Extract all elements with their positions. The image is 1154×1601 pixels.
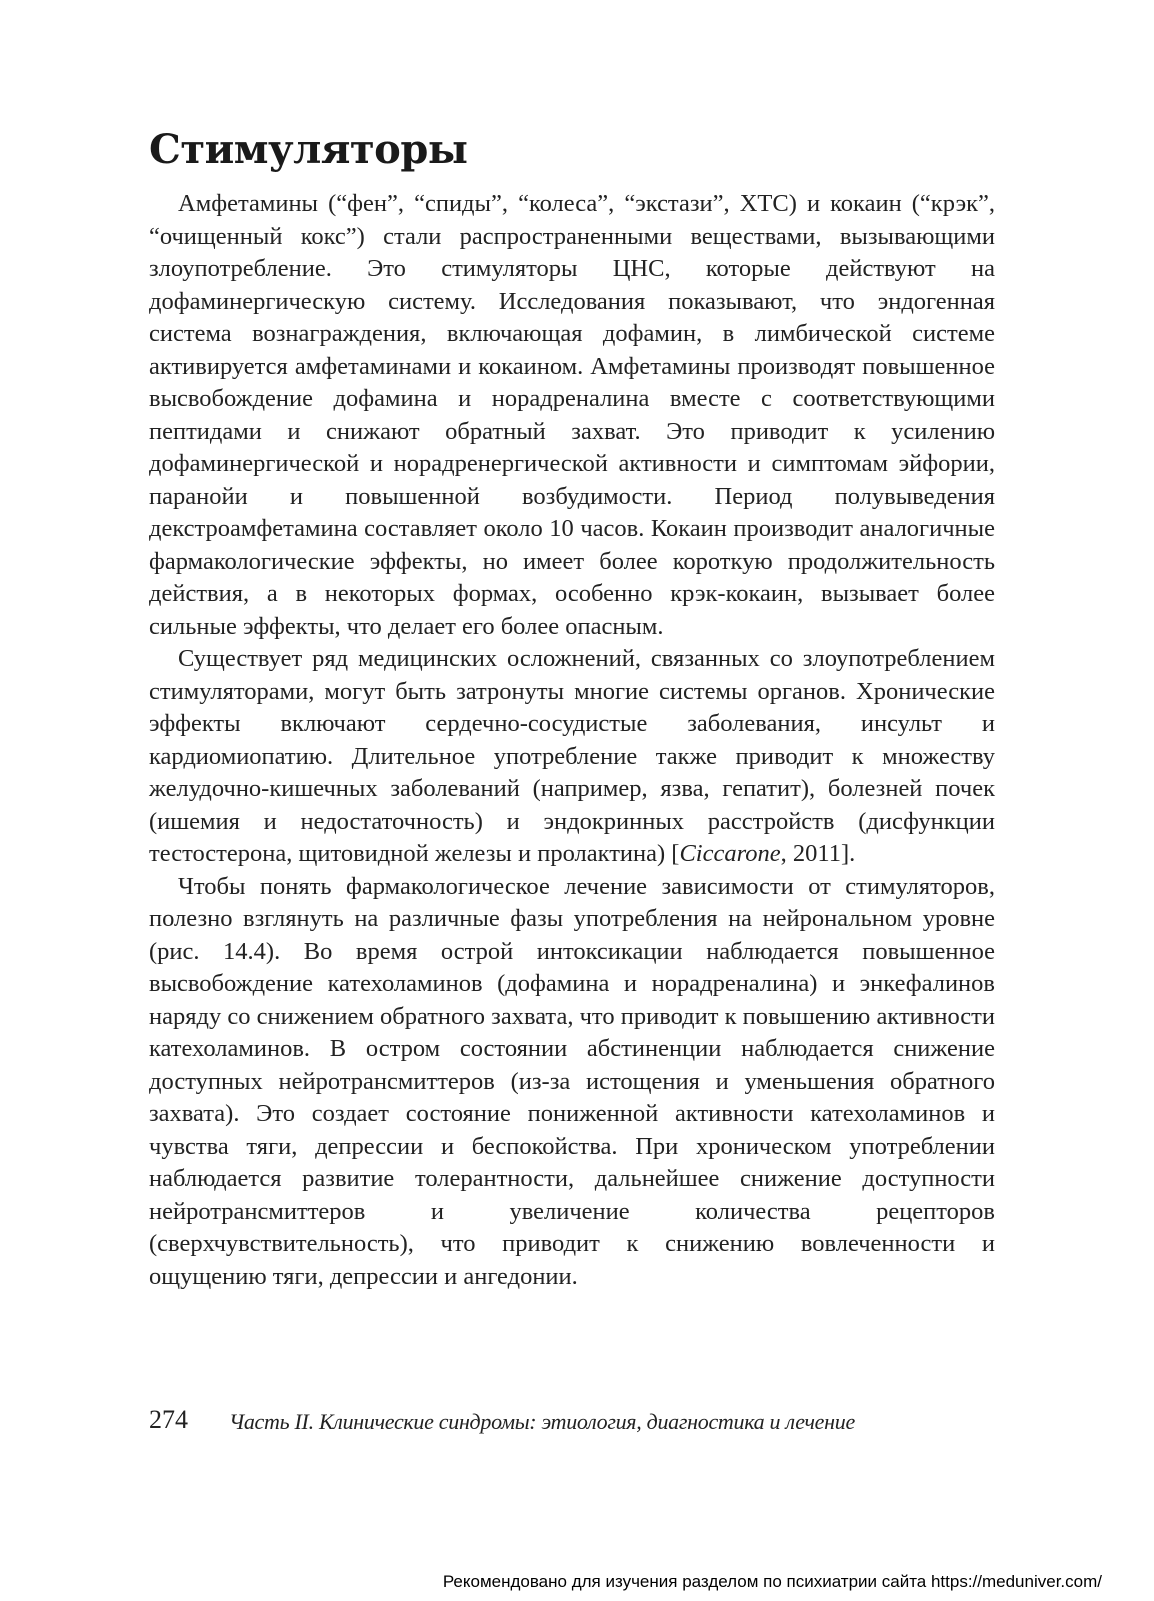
citation-year: , 2011]. [780,840,856,867]
body-text [149,188,995,1293]
section-title: Стимуляторы [149,126,468,173]
paragraph-text: Амфетамины (“фен”, “спиды”, “колеса”, “экстази”, ХТС) и кокаин (“крэк”, “очищенный кокс”) стали распространенными веществами, вызывающими злоупотребление. Это стимуляторы ЦНС, которые действуют на дофаминергическую систему. Исследования показывают, что эндогенная система вознаграждения, включающая дофамин, в лимбической системе активируется амфетаминами и кокаином. Амфетамины производят повышенное высвобождение дофамина и норадреналина вместе с соответствующими пептидами и снижают обратный захват. Это приводит к усилению дофаминергической и норадренергической активности и симптомам эйфории, паранойи и повышенной возбудимости. Период полувыведения декстроамфетамина составляет около 10 часов. Кокаин производит аналогичные фармакологические эффекты, но имеет более короткую продолжительность действия, а в некоторых формах, особенно крэк-кокаин, вызывает более сильные эффекты, что делает его более опасным. [149,190,995,640]
page-number: 274 [149,1405,188,1434]
paragraph-text: Существует ряд медицинских осложнений, связанных со злоупотреблением стимуляторами, могут быть затронуты многие системы органов. Хронические эффекты включают сердечно-сосудистые заболевания, инсульт и кардиомиопатию. Длительное употребление также приводит к множеству желудочно-кишечных заболеваний (например, язва, гепатит), болезней почек (ишемия и недостаточность) и эндокринных расстройств (дисфункции тестостерона, щитовидной железы и пролактина) [ [149,645,995,867]
paragraph-medical-complications [149,643,995,871]
paragraph-pharmacological-treatment [149,871,995,1294]
watermark-link-text: Рекомендовано для изучения разделом по психиатрии сайта https://meduniver.com/ [442,1572,1102,1591]
paragraph-text: Чтобы понять фармакологическое лечение зависимости от стимуляторов, полезно взглянуть на различные фазы употребления на нейрональном уровне (рис. 14.4). Во время острой интоксикации наблюдается повышенное высвобождение катехоламинов (дофамина и норадреналина) и энкефалинов наряду со снижением обратного захвата, что приводит к повышению активности катехоламинов. В остром состоянии абстиненции наблюдается снижение доступных нейротрансмиттеров (из-за истощения и уменьшения обратного захвата). Это создает состояние пониженной активности катехоламинов и чувства тяги, депрессии и беспокойства. При хроническом употреблении наблюдается развитие толерантности, дальнейшее снижение доступности нейротрансмиттеров и увеличение количества рецепторов (сверхчувствительность), что приводит к снижению вовлеченности и ощущению тяги, депрессии и ангедонии. [149,872,995,1290]
running-head: Часть II. Клинические синдромы: этиология, диагностика и лечение [229,1409,855,1434]
paragraph-amphetamines-cocaine [149,188,995,643]
page-footer [149,1402,995,1438]
citation-author: Ciccarone [679,840,781,867]
